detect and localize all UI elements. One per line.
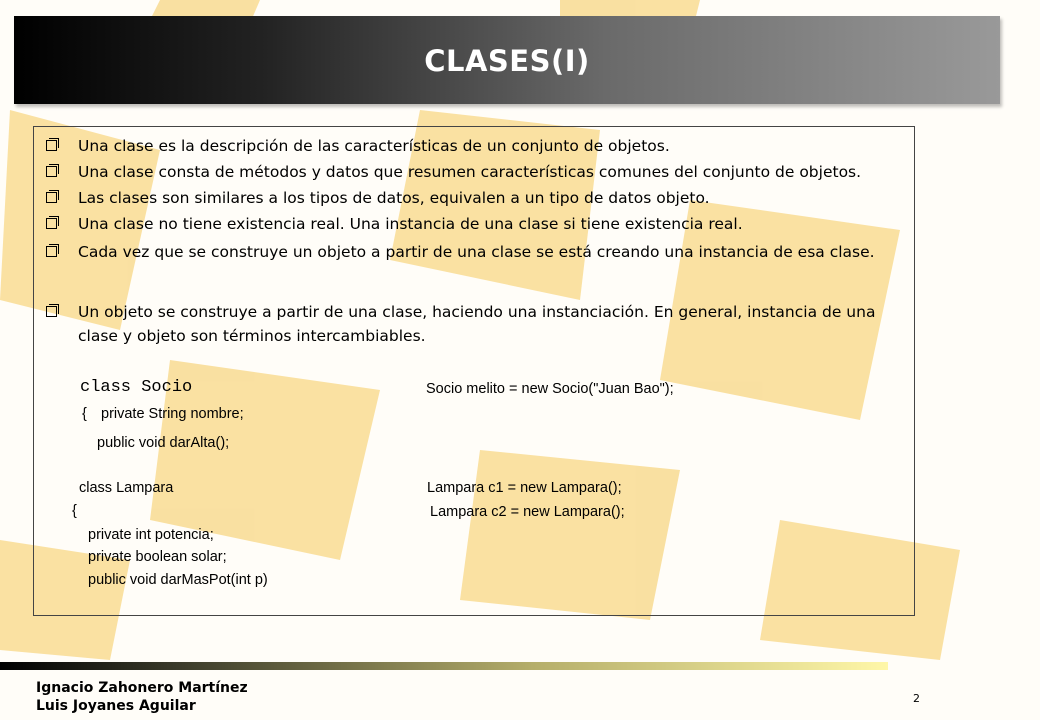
code-lampara-method: public void darMasPot(int p) (88, 572, 268, 588)
code-lampara-new1: Lampara c1 = new Lampara(); (427, 480, 622, 496)
author-name-2: Luis Joyanes Aguilar (36, 698, 196, 714)
code-lampara-new2: Lampara c2 = new Lampara(); (430, 504, 625, 520)
checkbox-bullet-icon (46, 166, 57, 177)
code-lampara-field2: private boolean solar; (88, 549, 227, 565)
slide-title: CLASES(I) (424, 44, 590, 78)
author-name-1: Ignacio Zahonero Martínez (36, 680, 248, 696)
checkbox-bullet-icon (46, 306, 57, 317)
code-lampara-field1: private int potencia; (88, 527, 214, 543)
page-number: 2 (913, 692, 920, 705)
code-socio-class: class Socio (80, 378, 193, 397)
code-socio-brace: { (82, 406, 87, 422)
checkbox-bullet-icon (46, 192, 57, 203)
code-socio-method: public void darAlta(); (97, 435, 230, 451)
checkbox-bullet-icon (46, 246, 57, 257)
code-lampara-brace: { (72, 503, 77, 519)
checkbox-bullet-icon (46, 218, 57, 229)
code-socio-field: private String nombre; (101, 406, 244, 422)
title-bar (14, 16, 1000, 104)
code-lampara-class: class Lampara (79, 480, 174, 496)
code-socio-new: Socio melito = new Socio("Juan Bao"); (426, 381, 674, 397)
checkbox-bullet-icon (46, 140, 57, 151)
footer-divider (0, 662, 888, 670)
